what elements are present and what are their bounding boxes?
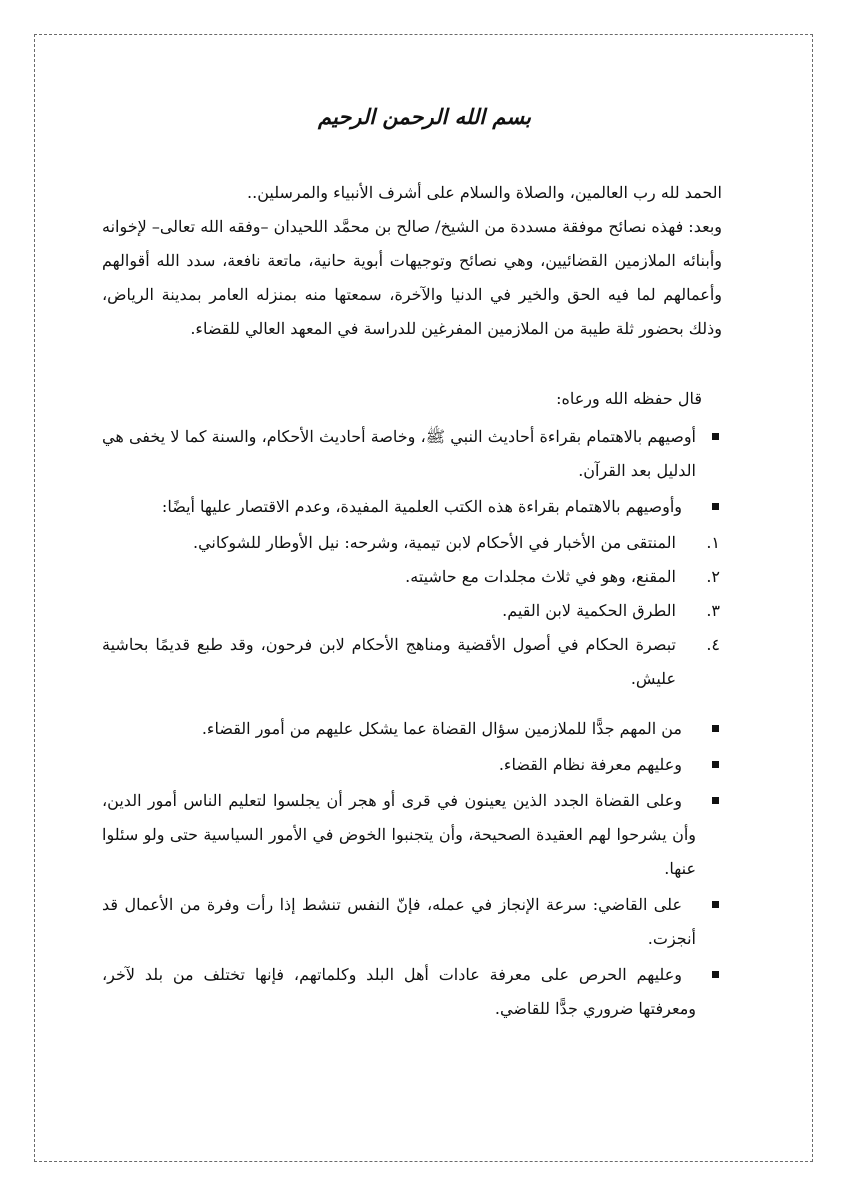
books-list (102, 526, 722, 696)
book-item (102, 560, 722, 594)
list-item-text: من المهم جدًّا للملازمين سؤال القضاة عما يشكل عليهم من أمور القضاء. (201, 719, 682, 738)
square-bullet-icon (712, 797, 719, 804)
list-item-text: وعليهم الحرص على معرفة عادات أهل البلد وكلماتهم، فإنها تختلف من بلد لآخر، ومعرفتها ضروري جدًّا للقاضي. (102, 965, 696, 1018)
list-item (102, 712, 722, 746)
book-text: تبصرة الحكام في أصول الأقضية ومناهج الأحكام لابن فرحون، وقد طبع قديمًا بحاشية عليش. (102, 635, 676, 688)
list-item-text: وأوصيهم بالاهتمام بقراءة هذه الكتب العلمية المفيدة، وعدم الاقتصار عليها أيضًا: (161, 497, 682, 516)
square-bullet-icon (712, 503, 719, 510)
book-item (102, 594, 722, 628)
list-item (102, 748, 722, 782)
basmala-heading: بسم الله الرحمن الرحيم (318, 104, 531, 129)
square-bullet-icon (712, 971, 719, 978)
said-line: قال حفظه الله ورعاه: (556, 389, 702, 408)
list-item-text: وعلى القضاة الجدد الذين يعينون في قرى أو هجر أن يجلسوا لتعليم الناس أمور الدين، وأن يشرحوا لهم العقيدة الصحيحة، وأن يتجنبوا الخوض في الأمور السياسية حتى ولو سئلوا عنها. (102, 791, 696, 878)
book-text: المقنع، وهو في ثلاث مجلدات مع حاشيته. (405, 567, 676, 586)
square-bullet-icon (712, 901, 719, 908)
list-item (102, 420, 722, 488)
book-number: ١. (706, 533, 720, 552)
square-bullet-icon (712, 433, 719, 440)
book-text: المنتقى من الأخبار في الأحكام لابن تيمية، وشرحه: نيل الأوطار للشوكاني. (192, 533, 676, 552)
advice-list-first (102, 420, 722, 524)
list-item-text: أوصيهم بالاهتمام بقراءة أحاديث النبي ﷺ، وخاصة أحاديث الأحكام، والسنة كما لا يخفى هي الدليل بعد القرآن. (102, 427, 696, 480)
intro-paragraph: وبعد: فهذه نصائح موفقة مسددة من الشيخ/ صالح بن محمَّد اللحيدان –وفقه الله تعالى– لإخوانه وأبنائه الملازمين القضائيين، وهي نصائح وتوجيهات أبوية حانية، ماتعة نافعة، سدد الله أقوالهم وأعمالهم لما فيه الحق والخير في الدنيا والآخرة، سمعتها منه بمنزله العامر بمدينة الرياض، وذلك بحضور ثلة طيبة من الملازمين المفرغين للدراسة في المعهد العالي للقضاء. (102, 217, 722, 338)
document-body (102, 176, 722, 1028)
book-item (102, 526, 722, 560)
square-bullet-icon (712, 761, 719, 768)
list-item (102, 784, 722, 886)
list-item-text: وعليهم معرفة نظام القضاء. (498, 755, 682, 774)
book-number: ٣. (706, 601, 720, 620)
square-bullet-icon (712, 725, 719, 732)
list-item-text: على القاضي: سرعة الإنجاز في عمله، فإنّ النفس تنشط إذا رأت وفرة من الأعمال قد أنجزت. (102, 895, 696, 948)
list-item (102, 490, 722, 524)
list-item (102, 958, 722, 1026)
praise-line: الحمد لله رب العالمين، والصلاة والسلام على أشرف الأنبياء والمرسلين.. (247, 183, 722, 202)
book-item (102, 628, 722, 696)
book-text: الطرق الحكمية لابن القيم. (502, 601, 676, 620)
book-number: ٤. (706, 635, 720, 654)
advice-list-second (102, 712, 722, 1026)
list-item (102, 888, 722, 956)
book-number: ٢. (706, 567, 720, 586)
introduction (102, 176, 722, 346)
